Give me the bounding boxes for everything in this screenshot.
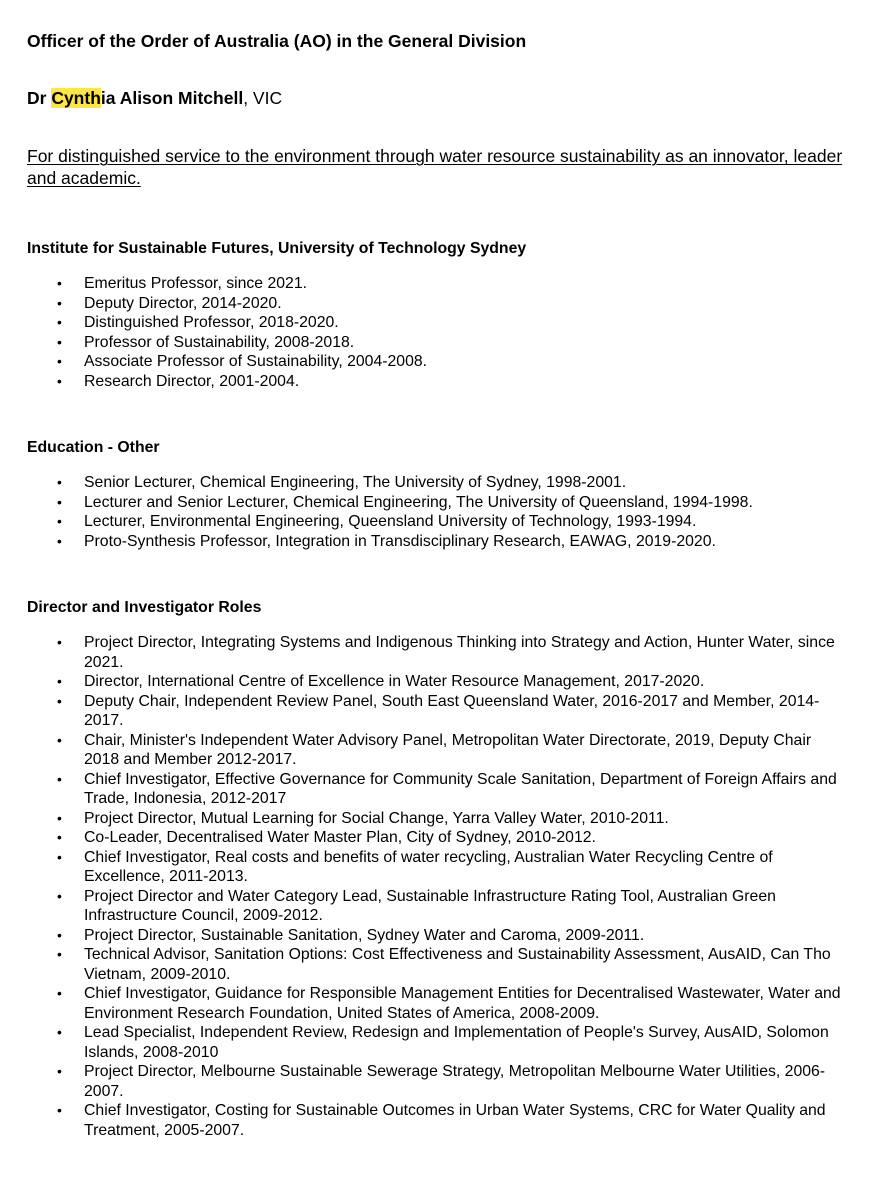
list-item: • Distinguished Professor, 2018-2020. — [57, 314, 339, 331]
bullet-icon: • — [57, 1063, 62, 1079]
recipient-prefix: Dr — [27, 88, 52, 108]
citation: For distinguished service to the environment through water resource sustainability as an innovator, leader and academic. — [27, 146, 843, 188]
recipient-name-rest: ia Alison Mitchell — [100, 88, 244, 108]
bullet-icon: • — [57, 770, 62, 787]
bullet-icon: • — [57, 474, 62, 490]
list-item: • Project Director, Mutual Learning for Social Change, Yarra Valley Water, 2010-2011. — [57, 809, 669, 827]
bullet-icon: • — [57, 829, 62, 845]
bullet-icon: • — [57, 532, 62, 549]
award-title: Officer of the Order of Australia (AO) in the General Division — [27, 31, 527, 51]
list-item: • Research Director, 2001-2004. — [57, 372, 300, 390]
education-role-list — [27, 473, 857, 551]
bullet-icon: • — [57, 1024, 62, 1040]
bullet-icon: • — [57, 353, 62, 369]
list-item: • Director, International Centre of Excellence in Water Resource Management, 2017-2020. — [57, 673, 705, 690]
list-item: • Chief Investigator, Effective Governance for Community Scale Sanitation, Department of Foreign Affairs and Trade, Indonesia, 2012-2017 — [57, 770, 837, 807]
bullet-icon: • — [57, 294, 62, 311]
list-item: • Lecturer and Senior Lecturer, Chemical Engineering, The University of Queensland, 1994-1998. — [57, 493, 753, 511]
bullet-icon: • — [57, 926, 62, 943]
bullet-icon: • — [57, 946, 62, 962]
bullet-icon: • — [57, 333, 62, 350]
list-item: • Chair, Minister's Independent Water Advisory Panel, Metropolitan Water Directorate, 2019, Deputy Chair 2018 and Member 2012-2017. — [57, 731, 812, 768]
bullet-icon: • — [57, 634, 62, 650]
list-item: • Chief Investigator, Guidance for Responsible Management Entities for Decentralised Wastewater, Water and Environment Research Foundation, United States of America, 2008-2009. — [57, 985, 841, 1022]
bullet-icon: • — [57, 493, 62, 510]
list-item: • Senior Lecturer, Chemical Engineering, The University of Sydney, 1998-2001. — [57, 474, 627, 491]
list-item: • Lecturer, Environmental Engineering, Queensland University of Technology, 1993-1994. — [57, 513, 697, 530]
list-item: • Project Director, Integrating Systems and Indigenous Thinking into Strategy and Action, Hunter Water, since 2021. — [57, 634, 835, 671]
bullet-icon: • — [57, 513, 62, 529]
institute-role-list — [27, 274, 857, 391]
bullet-icon: • — [57, 275, 62, 291]
list-item: • Deputy Director, 2014-2020. — [57, 294, 282, 312]
bullet-icon: • — [57, 848, 62, 865]
list-item: • Proto-Synthesis Professor, Integration in Transdisciplinary Research, EAWAG, 2019-2020. — [57, 532, 716, 550]
list-item: • Deputy Chair, Independent Review Panel, South East Queensland Water, 2016-2017 and Member, 2014-2017. — [57, 692, 820, 729]
bullet-icon: • — [57, 314, 62, 330]
director-role-list — [27, 633, 857, 1140]
section-heading-education: Education - Other — [27, 439, 160, 456]
recipient-state: , VIC — [243, 88, 283, 108]
bullet-icon: • — [57, 731, 62, 748]
list-item: • Lead Specialist, Independent Review, Redesign and Implementation of People's Survey, AusAID, Solomon Islands, 2008-2010 — [57, 1024, 829, 1061]
section-heading-institute: Institute for Sustainable Futures, University of Technology Sydney — [27, 240, 527, 257]
list-item: • Emeritus Professor, since 2021. — [57, 275, 308, 292]
recipient-name-highlight: Cynth — [51, 88, 101, 108]
bullet-icon: • — [57, 985, 62, 1001]
bullet-icon: • — [57, 372, 62, 389]
list-item: • Co-Leader, Decentralised Water Master Plan, City of Sydney, 2010-2012. — [57, 829, 596, 846]
bullet-icon: • — [57, 887, 62, 904]
bullet-icon: • — [57, 1102, 62, 1118]
section-heading-director-roles: Director and Investigator Roles — [27, 599, 262, 616]
recipient-line — [27, 86, 857, 110]
list-item: • Technical Advisor, Sanitation Options: Cost Effectiveness and Sustainability Assessment, AusAID, Can Tho Vietnam, 2009-2010. — [57, 946, 831, 983]
list-item: • Chief Investigator, Real costs and benefits of water recycling, Australian Water Recycling Centre of Excellence, 2011-2013. — [57, 848, 773, 885]
list-item: • Chief Investigator, Costing for Sustainable Outcomes in Urban Water Systems, CRC for Water Quality and Treatment, 2005-2007. — [57, 1102, 826, 1139]
bullet-icon: • — [57, 692, 62, 709]
list-item: • Associate Professor of Sustainability, 2004-2008. — [57, 353, 428, 370]
list-item: • Project Director and Water Category Lead, Sustainable Infrastructure Rating Tool, Australian Green Infrastructure Council, 2009-2012. — [57, 887, 776, 924]
list-item: • Professor of Sustainability, 2008-2018. — [57, 333, 355, 351]
bullet-icon: • — [57, 673, 62, 689]
list-item: • Project Director, Melbourne Sustainable Sewerage Strategy, Metropolitan Melbourne Water Utilities, 2006-2007. — [57, 1063, 826, 1100]
list-item: • Project Director, Sustainable Sanitation, Sydney Water and Caroma, 2009-2011. — [57, 926, 645, 944]
document-page — [27, 30, 857, 1140]
bullet-icon: • — [57, 809, 62, 826]
